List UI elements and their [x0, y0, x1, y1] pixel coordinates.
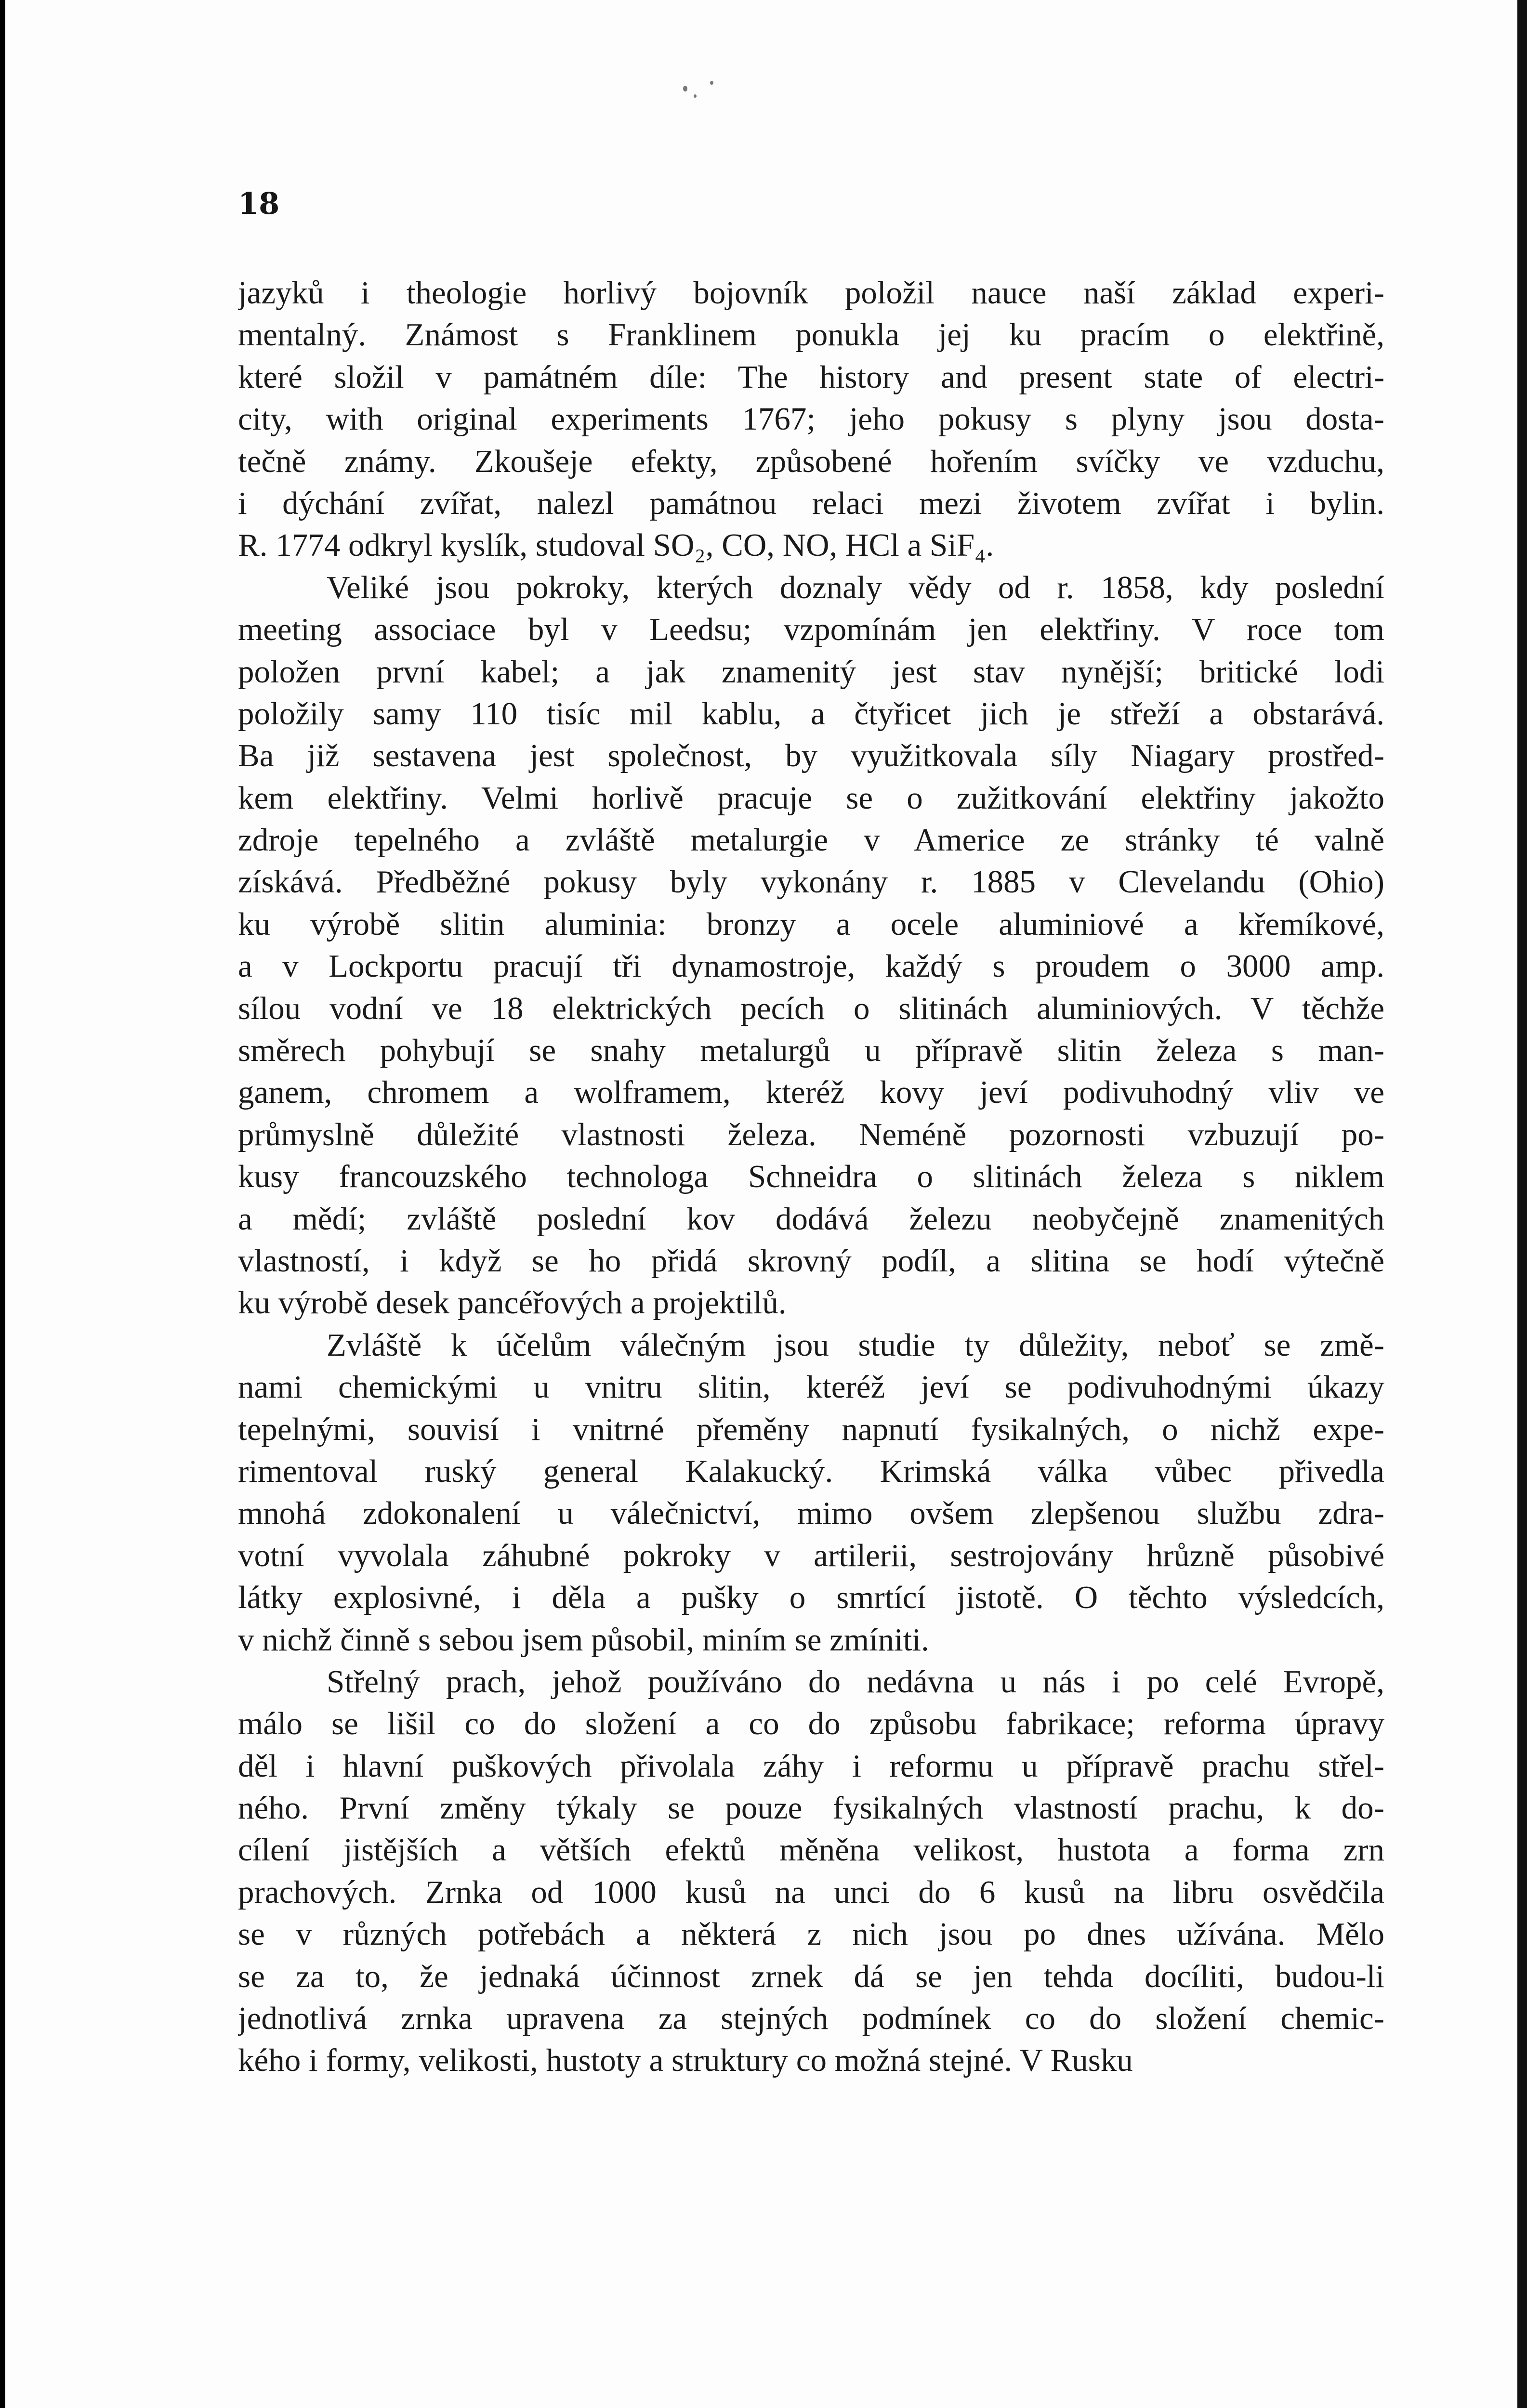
body-text [238, 272, 1384, 2082]
scan-speck [710, 81, 713, 85]
text-line: Střelný prach, jehož používáno do nedávna u nás i po celé Evropě, [327, 1663, 1384, 1700]
text-line: látky explosivné, i děla a pušky o smrtící jistotě. O těchto výsledcích, [238, 1580, 1384, 1616]
text-line: votní vyvolala záhubné pokroky v artilerii, sestrojovány hrůzně působivé [238, 1537, 1384, 1573]
text-line: které složil v památném díle: The history and present state of electri- [238, 359, 1384, 395]
text-line: R. 1774 odkryl kyslík, studoval SO₂, CO, NO, HCl a SiF₄. [238, 527, 994, 563]
text-line: nami chemickými u vnitru slitin, kteréž jeví se podivuhodnými úkazy [238, 1369, 1384, 1405]
text-line: málo se lišil co do složení a co do způsobu fabrikace; reforma úpravy [238, 1706, 1384, 1742]
text-line: rimentoval ruský general Kalakucký. Krimská válka vůbec přivedla [238, 1453, 1384, 1489]
text-line: ku výrobě slitin aluminia: bronzy a ocele aluminiové a křemíkové, [238, 906, 1384, 942]
text-line: se za to, že jednaká účinnost zrnek dá se jen tehda docíliti, budou-li [238, 1958, 1384, 1994]
text-line: zdroje tepelného a zvláště metalurgie v Americe ze stránky té valně [238, 822, 1384, 858]
text-line: a mědí; zvláště poslední kov dodává železu neobyčejně znamenitých [238, 1201, 1384, 1237]
text-line: tečně známy. Zkoušeje efekty, způsobené hořením svíčky ve vzduchu, [238, 443, 1384, 479]
text-line: Ba již sestavena jest společnost, by využitkovala síly Niagary prostřed- [238, 738, 1384, 774]
text-line: položen první kabel; a jak znamenitý jest stav nynější; britické lodi [238, 654, 1384, 690]
text-line: tepelnými, souvisí i vnitrné přeměny napnutí fysikalných, o nichž expe- [238, 1411, 1384, 1447]
text-line: mnohá zdokonalení u válečnictví, mimo ovšem zlepšenou službu zdra- [238, 1495, 1384, 1531]
page-number: 18 [238, 186, 280, 221]
text-line: kem elektřiny. Velmi horlivě pracuje se o zužitkování elektřiny jakožto [238, 780, 1384, 816]
text-line: Zvláště k účelům válečným jsou studie ty důležity, neboť se změ- [327, 1327, 1384, 1363]
text-line: v nichž činně s sebou jsem působil, miním se zmíniti. [238, 1622, 929, 1658]
text-line: i dýchání zvířat, nalezl památnou relaci mezi životem zvířat i bylin. [238, 485, 1384, 521]
text-line: prachových. Zrnka od 1000 kusů na unci do 6 kusů na libru osvědčila [238, 1874, 1384, 1910]
text-line: získává. Předběžné pokusy byly vykonány r. 1885 v Clevelandu (Ohio) [238, 864, 1384, 900]
text-line: cílení jistějších a větších efektů měněna velikost, hustota a forma zrn [238, 1832, 1384, 1868]
text-line: ku výrobě desek pancéřových a projektilů. [238, 1285, 787, 1321]
scan-speck [694, 94, 697, 98]
text-line: meeting associace byl v Leedsu; vzpomínám jen elektřiny. V roce tom [238, 612, 1384, 648]
text-line: Veliké jsou pokroky, kterých doznaly vědy od r. 1858, kdy poslední [327, 569, 1384, 605]
scan-speck [683, 86, 687, 92]
text-line: city, with original experiments 1767; jeho pokusy s plyny jsou dosta- [238, 401, 1384, 437]
text-line: kusy francouzského technologa Schneidra o slitinách železa s niklem [238, 1159, 1384, 1195]
text-line: se v různých potřebách a některá z nich jsou po dnes užívána. Mělo [238, 1916, 1384, 1952]
text-line: mentalný. Známost s Franklinem ponukla jej ku pracím o elektřině, [238, 317, 1384, 353]
text-line: směrech pohybují se snahy metalurgů u přípravě slitin železa s man- [238, 1033, 1384, 1069]
text-line: a v Lockportu pracují tři dynamostroje, každý s proudem o 3000 amp. [238, 948, 1384, 984]
text-line: jednotlivá zrnka upravena za stejných podmínek co do složení chemic- [238, 2001, 1384, 2037]
scan-border-right [1517, 0, 1527, 2408]
text-line: ného. První změny týkaly se pouze fysikalných vlastností prachu, k do- [238, 1790, 1384, 1826]
text-line: jazyků i theologie horlivý bojovník položil nauce naší základ experi- [238, 275, 1384, 311]
text-line: položily samy 110 tisíc mil kablu, a čtyřicet jich je střeží a obstarává. [238, 695, 1384, 732]
text-line: ganem, chromem a wolframem, kteréž kovy jeví podivuhodný vliv ve [238, 1074, 1384, 1111]
text-line: kého i formy, velikosti, hustoty a struktury co možná stejné. V Rusku [238, 2042, 1133, 2079]
text-line: sílou vodní ve 18 elektrických pecích o slitinách aluminiových. V těchže [238, 990, 1384, 1026]
text-line: vlastností, i když se ho přidá skrovný podíl, a slitina se hodí výtečně [238, 1243, 1384, 1279]
text-line: děl i hlavní puškových přivolala záhy i reformu u přípravě prachu střel- [238, 1748, 1384, 1784]
text-line: průmyslně důležité vlastnosti železa. Neméně pozornosti vzbuzují po- [238, 1116, 1384, 1152]
